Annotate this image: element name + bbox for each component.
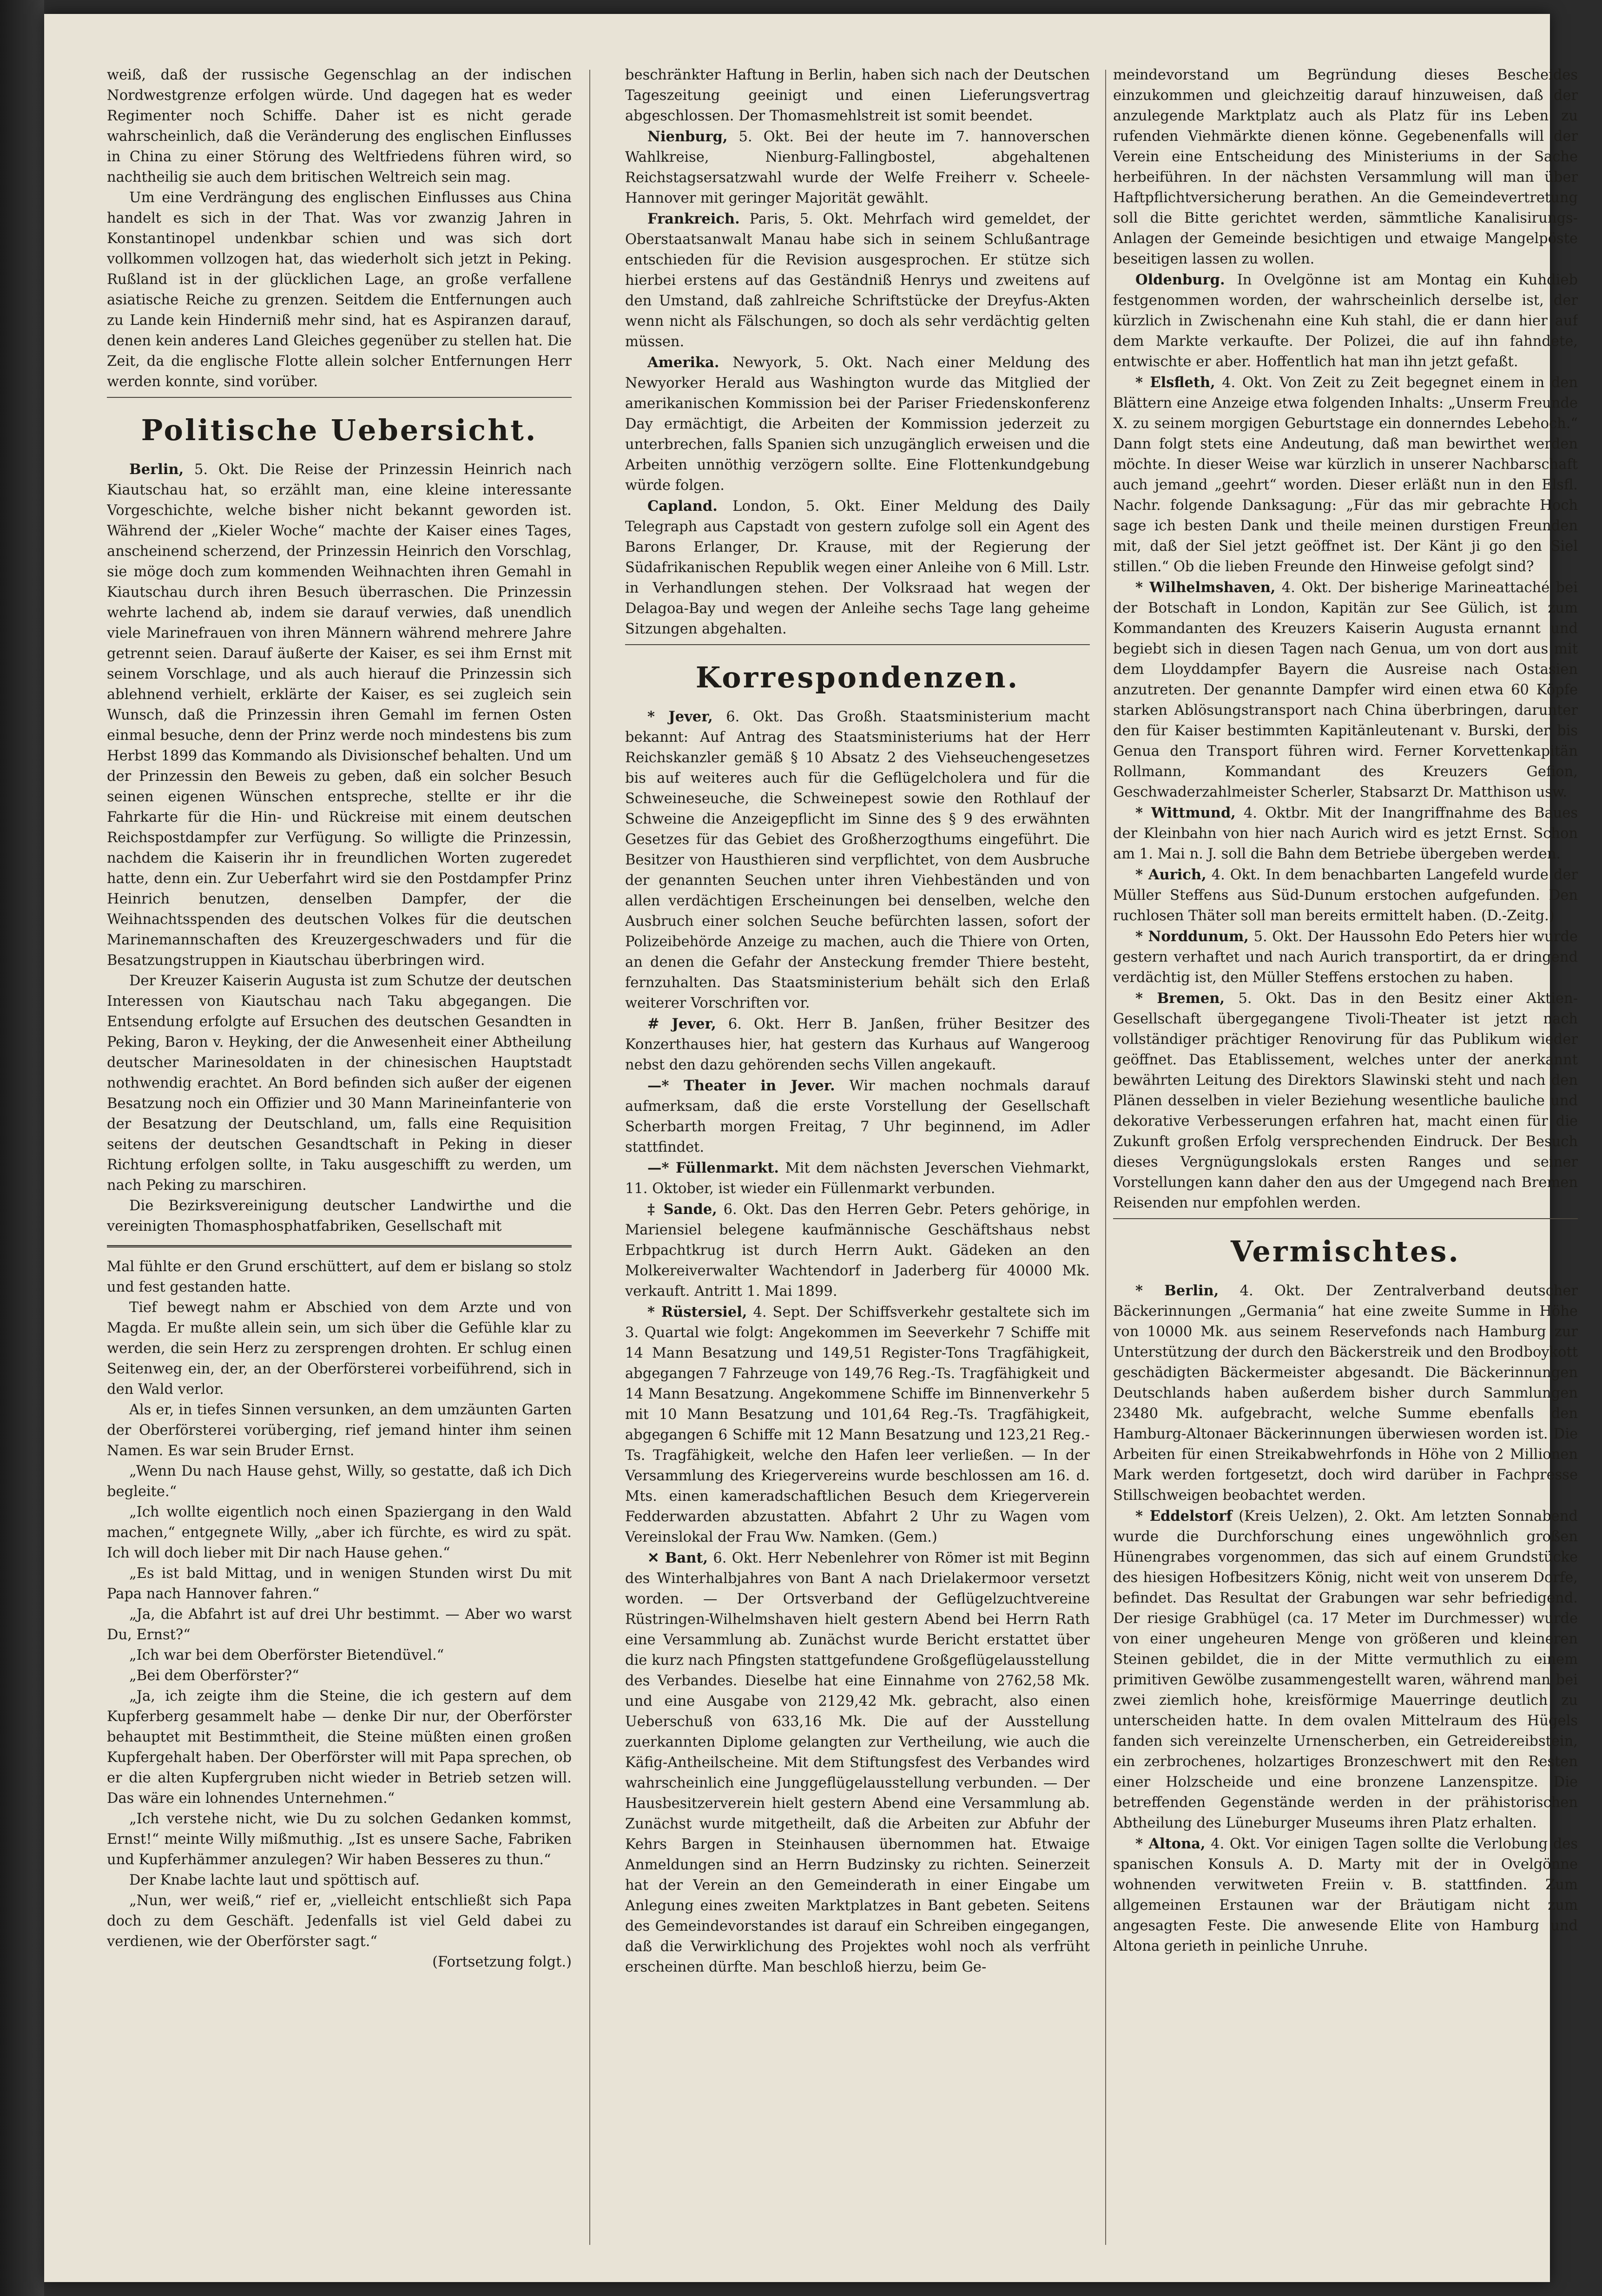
article-text: Mit dem nächsten Jeverschen Viehmarkt, 11. Oktober, ist wieder ein Füllenmarkt verbunden. [625,1160,1090,1197]
article-text: 5. Okt. Das in den Besitz einer Aktien-Gesellschaft übergegangene Tivoli-Theater ist jetzt nach vollständiger prächtiger Renovirung für das Publikum wieder geöffnet. Das Etablissement, welches unter der anerkannt bewährten Leitung des Direktors Slawinski steht und nach den Plänen desselben in vieler Beziehung wesentliche bauliche und dekorative Verbesserungen erfahren hat, macht einen für die Zukunft großen Erfolg versprechenden Eindruck. Der Besuch dieses Vergnügungslokals ersten Ranges und seiner Vorstellungen kann daher den aus der Umgegend nach Bremen Reisenden nur empfohlen werden. [1113,990,1578,1211]
dateline-sande: ‡ Sande, [647,1201,717,1218]
article-theater [625,1075,1090,1158]
section-heading-misc: Vermischtes. [1231,1234,1460,1268]
column-2 [625,65,1090,2250]
article-text: London, 5. Okt. Einer Meldung des Daily Telegraph aus Capstadt von gestern zufolge soll ein Agent des Barons Erlanger, Dr. Krause, mit der Regierung der Südafrikanischen Republik wegen einer Anleihe von 6 Mill. Lstr. in Verhandlungen stehen. Der Volksraad hat wegen der Delagoa-Bay und wegen der Anleihe sechs Tage lang geheime Sitzungen abgehalten. [625,498,1090,637]
dateline-bremen: * Bremen, [1135,990,1225,1007]
article-capland [625,496,1090,640]
dateline-capland: Capland. [647,498,718,515]
novel-paragraph: „Wenn Du nach Hause gehst, Willy, so gestatte, daß ich Dich begleite.“ [107,1463,572,1500]
column-rule-2 [1105,70,1106,2245]
section-rule [107,397,572,398]
dateline-oldenburg: Oldenburg. [1135,271,1225,288]
dateline-bant: ✕ Bant, [647,1550,708,1566]
novel-paragraph: „Ich wollte eigentlich noch einen Spaziergang in den Wald machen,“ entgegnete Willy, „aber ich fürchte, es wird zu spät. Ich will doch lieber mit Dir nach Hause gehen.“ [107,1504,572,1561]
article-norddunum [1113,926,1578,988]
article-bant [625,1548,1090,1978]
dateline-ruestersiel: * Rüstersiel, [647,1304,747,1320]
article-jever-2 [625,1014,1090,1075]
dateline-amerika: Amerika. [647,354,719,371]
dateline-eddelstorf: * Eddelstorf [1135,1508,1233,1524]
article-bant-end: meindevorstand um Begründung dieses Bescheides einzukommen und gleichzeitig darauf hinzuweisen, daß der anzulegende Marktplatz auch als Platz für ins Leben zu rufenden Viehmärkte dienen könne. Gegebenenfalls will der Verein eine Entscheidung des Ministeriums in der Sache herbeiführen. In der nächsten Versammlung will man über Haftpflichtversicherung berathen. An die Gemeindevertretung soll die Bitte gerichtet werden, sämmtliche Kanalisirungs-Anlagen der Gemeinde besichtigen und etwaige Mangelpöste beseitigen lassen zu wollen. [1113,67,1578,267]
novel-paragraph: „Ich verstehe nicht, wie Du zu solchen Gedanken kommst, Ernst!“ meinte Willy mißmuthig. „Ist es unsere Sache, Fabriken und Kupferhämmer anzulegen? Wir haben Besseres zu thun.“ [107,1811,572,1868]
novel-paragraph: Als er, in tiefes Sinnen versunken, an dem umzäunten Garten der Oberförsterei vorüberging, rief jemand hinter ihm seinen Namen. Es war sein Bruder Ernst. [107,1402,572,1459]
article-misc-berlin [1113,1280,1578,1506]
article-text: 4. Okt. Der bisherige Marineattaché bei der Botschaft in London, Kapitän zur See Gülich, ist zum Kommandanten des Kreuzers Kaiserin Augusta ernannt und begiebt sich in diesen Tagen nach Genua, um von dort aus mit dem Lloyddampfer Bayern die Ausreise nach Ostasien anzutreten. Der genannte Dampfer wird einen etwa 60 Köpfe starken Ablösungstransport nach China überbringen, darunter den für Kaiser bestimmten Kapitänleutenant v. Burski, der bis Genua den Transport führen wird. Ferner Korvettenkapitän Rollmann, Kommandant des Kreuzers Gefion, Geschwaderzahlmeister Scherler, Stabsarzt Dr. Matthison usw. [1113,580,1578,800]
article-text: Newyork, 5. Okt. Nach einer Meldung des Newyorker Herald aus Washington wurde das Mitglied der amerikanischen Kommission bei der Pariser Friedenskonferenz Day ermächtigt, die Arbeiten der Kommission jederzeit zu unterbrechen, falls Spanien sich unzugänglich erweisen und die Arbeiten unnöthig verzögern sollte. Eine Flottenkundgebung würde folgen. [625,355,1090,494]
article-wilhelmshaven [1113,577,1578,803]
article-amerika [625,352,1090,496]
article-text: 4. Oktbr. Mit der Inangriffnahme des Baues der Kleinbahn von hier nach Aurich wird es jetzt Ernst. Schon am 1. Mai n. J. soll die Bahn dem Betriebe übergeben werden. [1113,805,1578,862]
novel-continuation-note: (Fortsetzung folgt.) [432,1954,572,1970]
scan-edge [0,0,44,2296]
article-russia-end: weiß, daß der russische Gegenschlag an der indischen Nordwestgrenze erfolgen würde. Und dagegen hat es weder Regimenter noch Schiffe. Daher ist es nicht gerade wahrscheinlich, daß die Veränderung des englischen Einflusses in China zu einer Störung des Weltfriedens führen wird, so nachtheilig sie auch dem britischen Weltreich sein mag. [107,67,572,185]
article-text: 4. Okt. Vor einigen Tagen sollte die Verlobung des spanischen Konsuls A. D. Marty mit der in Ovelgönne wohnenden verwitweten Freiin v. B. stattfinden. Zum allgemeinen Erstaunen war der Bräutigam nicht zum angesagten Feste. Die anwesende Elite von Hamburg und Altona gerieth in peinliche Unruhe. [1113,1836,1578,1954]
dateline-altona: * Altona, [1135,1835,1206,1852]
novel-paragraph: „Bei dem Oberförster?“ [129,1668,299,1684]
article-text: 4. Sept. Der Schiffsverkehr gestaltete sich im 3. Quartal wie folgt: Angekommen im Seeverkehr 7 Schiffe mit 14 Mann Besatzung und 149,51 Register-Tons Tragfähigkeit, abgegangen 7 Fahrzeuge von 149,76 Reg.-Ts. Tragfähigkeit und 14 Mann Besatzung. Angekommene Schiffe im Binnenverkehr 5 mit 10 Mann Besatzung und 101,64 Reg.-Ts. Tragfähigkeit, abgegangen 6 Schiffe mit 12 Mann Besatzung und 123,21 Reg.-Ts. Tragfähigkeit, welche den Hafen leer verließen. — In der Versammlung des Kriegervereins wurde beschlossen am 16. d. Mts. einen kameradschaftlichen Besuch dem Kriegerverein Fedderwarden abzustatten. Abfahrt 2 Uhr zu Wagen vom Vereinslokal der Frau Ww. Namken. (Gem.) [625,1304,1090,1545]
section-rule [625,644,1090,645]
article-bremen [1113,988,1578,1214]
article-sande [625,1199,1090,1302]
article-text: In Ovelgönne ist am Montag ein Kuhdieb festgenommen worden, der wahrscheinlich derselbe ist, der kürzlich in Zwischenahn eine Kuh stahl, die er dann hier auf dem Markte verkaufte. Der Polizei, die auf ihn fahndete, entwischte er aber. Hoffentlich hat man ihn jetzt gefaßt. [1113,272,1578,370]
novel-paragraph: „Nun, wer weiß,“ rief er, „vielleicht entschließt sich Papa doch zu dem Geschäft. Jedenfalls ist viel Geld dabei zu verdienen, wie der Oberförster sagt.“ [107,1893,572,1950]
article-oldenburg [1113,270,1578,372]
article-wittmund [1113,803,1578,864]
article-frankreich [625,209,1090,352]
article-text: 6. Okt. Herr Nebenlehrer von Römer ist mit Beginn des Winterhalbjahres von Bant A nach Drielakermoor versetzt worden. — Der Ortsverband der Geflügelzuchtvereine Rüstringen-Wilhelmshaven hielt gestern Abend bei Herrn Rath eine Versammlung ab. Zunächst wurde Bericht erstattet über die kurz nach Pfingsten stattgefundene Großgeflügelausstellung des Verbandes. Dieselbe hat eine Einnahme von 2762,58 Mk. und eine Ausgabe von 2129,42 Mk. gebracht, also einen Ueberschuß von 633,16 Mk. Die auf der Ausstellung zuerkannten Diplome gelangten zur Vertheilung, wie auch die Käfig-Antheilscheine. Mit dem Stiftungsfest des Verbandes wird wahrscheinlich eine Junggeflügelausstellung verbunden. — Der Hausbesitzerverein hielt gestern Abend eine Versammlung ab. Zunächst wurde mitgetheilt, daß die Arbeiten zur Abfuhr der Kehrs Bargen in Steinhausen übernommen hat. Etwaige Anmeldungen sind an Herrn Budzinsky zu richten. Seinerzeit hat der Verein an den Gemeinderath in einer Eingabe um Anlegung eines zweiten Marktplatzes in Bant gebeten. Seitens des Gemeindevorstandes ist darauf ein Schreiben eingegangen, daß die Verwirklichung des Projektes wohl noch als verfrüht erscheinen dürfte. Man beschloß hierzu, beim Ge- [625,1550,1090,1975]
article-ruestersiel [625,1302,1090,1548]
dateline-theater: —* Theater in Jever. [647,1077,835,1094]
section-heading-politics: Politische Uebersicht. [141,413,538,447]
article-text: 4. Okt. Von Zeit zu Zeit begegnet einem in den Blättern eine Anzeige etwa folgenden Inhalts: „Unserm Freunde X. zu seinem morgigen Geburtstage ein donnerndes Lebehoch.“ Dann folgt stets eine Andeutung, daß man bewirthet werden möchte. In dieser Weise war kürzlich in unserer Nachbarschaft auch jemand „geehrt“ worden. Dieser erläßt nun in den Elsfl. Nachr. folgende Danksagung: „Für das mir gebrachte Hoch sage ich besten Dank und theile meinen durstigen Freunden mit, daß der Siel jetzt geöffnet ist. Der Känt ji go den Siel stillen.“ Ob die lieben Freunde den Hinweise gefolgt sind? [1113,375,1578,575]
article-elsfleth [1113,372,1578,577]
dateline-berlin: Berlin, [129,461,184,478]
column-rule-1 [589,70,590,2245]
section-heading-correspondence: Korrespondenzen. [695,660,1020,694]
article-fuellenmarkt [625,1158,1090,1199]
article-eddelstorf [1113,1506,1578,1834]
novel-paragraph: Der Knabe lachte laut und spöttisch auf. [129,1872,420,1888]
novel-paragraph: Tief bewegt nahm er Abschied von dem Arzte und von Magda. Er mußte allein sein, um sich über die Gefühle klar zu werden, die sein Herz zu zersprengen drohten. Er schlug einen Seitenweg ein, der, an der Oberförsterei vorbeiführend, sich in den Wald verlor. [107,1300,572,1398]
dateline-frankreich: Frankreich. [647,211,740,227]
article-text: Paris, 5. Okt. Mehrfach wird gemeldet, der Oberstaatsanwalt Manau habe sich in seinem Schlußantrage entschieden für die Revision ausgesprochen. Er stütze sich hierbei erstens auf das Geständniß Henrys und zweitens auf den Umstand, daß zahlreiche Schriftstücke der Dreyfus-Akten wenn nicht als Fälschungen, so doch als sehr verdächtig gelten müssen. [625,211,1090,350]
article-text: 5. Okt. Der Haussohn Edo Peters hier wurde gestern verhaftet und nach Aurich transportirt, da er dringend verdächtig ist, den Müller Steffens erstochen zu haben. [1113,929,1578,986]
article-thomasmehl: beschränkter Haftung in Berlin, haben sich nach der Deutschen Tageszeitung geeinigt und einen Lieferungsvertrag abgeschlossen. Der Thomasmehlstreit ist somit beendet. [625,67,1090,124]
novel-paragraph: „Ich war bei dem Oberförster Bietendüvel.“ [129,1647,444,1663]
column-1 [107,65,572,2250]
dateline-jever: * Jever, [647,708,713,725]
novel-paragraph: „Es ist bald Mittag, und in wenigen Stunden wirst Du mit Papa nach Hannover fahren.“ [107,1565,572,1602]
article-berlin-text: 5. Okt. Die Reise der Prinzessin Heinrich nach Kiautschau hat, so erzählt man, eine kleine interessante Vorgeschichte, welche bisher nicht bekannt geworden ist. Während der „Kieler Woche“ machte der Kaiser eines Tages, anscheinend scherzend, der Prinzessin Heinrich den Vorschlag, sie möge doch zum kommenden Weihnachten ihren Gemahl in Kiautschau durch ihren Besuch überraschen. Die Prinzessin wehrte lachend ab, indem sie darauf verwies, daß unendlich viele Marinefrauen von ihren Männern während mehrere Jahre getrennt seien. Darauf äußerte der Kaiser, es sei ihm Ernst mit seinem Vorschlage, und als auch hierauf die Prinzessin sich ablehnend verhielt, erklärte der Kaiser, es sei zugleich sein Wunsch, daß die Prinzessin ihren Gemahl im fernen Osten einmal besuche, denn der Prinz werde noch mindestens bis zum Herbst 1899 das Kommando als Divisionschef behalten. Und um der Prinzessin den Beweis zu geben, daß ein solcher Besuch seinen eigenen Wünschen entspreche, stellte er ihr die Fahrkarte für die Hin- und Rückreise mit einem deutschen Reichspostdampfer zur Verfügung. So willigte die Prinzessin, nachdem die Kaiserin ihr in freundlichen Worten zugeredet hatte, denn ein. Zur Ueberfahrt wird sie den Postdampfer Prinz Heinrich benutzen, denselben Dampfer, der die Weihnachtsspenden des deutschen Volkes für die deutschen Marinemannschaften des Kreuzergeschwaders und für die Besatzungstruppen in Kiautschau überbringen wird. [107,462,572,969]
dateline-nienburg: Nienburg, [647,128,728,145]
article-text: 5. Okt. Bei der heute im 7. hannoverschen Wahlkreise, Nienburg-Fallingbostel, abgehaltenen Reichstagsersatzwahl wurde der Welfe Freiherr v. Scheele-Hannover mit geringer Majorität gewählt. [625,129,1090,206]
article-text: 6. Okt. Das Großh. Staatsministerium macht bekannt: Auf Antrag des Staatsministeriums hat der Herr Reichskanzler gemäß § 10 Absatz 2 des Viehseuchengesetzes bis auf weiteres auch für die Geflügelcholera und für die Schweineseuche, die Schweinepest sowie den Rothlauf der Schweine die Anzeigepflicht im Sinne des § 9 des erwähnten Gesetzes für das Gebiet des Großherzogthums eingeführt. Die Besitzer von Hausthieren sind verpflichtet, von dem Ausbruche der genannten Seuchen unter ihren Viehbeständen und von allen verdächtigen Erscheinungen bei denselben, welche den Ausbruch einer solchen Seuche befürchten lassen, sofort der Polizeibehörde Anzeige zu machen, auch die Thiere von Orten, an denen die Gefahr der Ansteckung fremder Thiere besteht, fernzuhalten. Das Staatsministerium behält sich den Erlaß weiterer Vorschriften vor. [625,709,1090,1011]
dateline-fuellenmarkt: —* Füllenmarkt. [647,1160,779,1176]
article-text: 6. Okt. Herr B. Janßen, früher Besitzer des Konzerthauses hier, hat gestern das Kurhaus auf Wangeroog nebst den dazu gehörenden sechs Villen angekauft. [625,1016,1090,1073]
article-china: Um eine Verdrängung des englischen Einflusses aus China handelt es sich in der That. Was vor zwanzig Jahren in Konstantinopel undenkbar schien und was sich dort vollkommen vollzogen hat, das wiederholt sich jetzt in Peking. Rußland ist in der glücklichen Lage, an große verfallene asiatische Reiche zu grenzen. Seitdem die Entfernungen auch zu Lande kein Hinderniß mehr sind, hat es Aspiranzen darauf, denen kein anderes Land Gleiches gegenüber zu stellen hat. Die Zeit, da die englische Flotte allein solcher Entfernungen Herr werden konnte, sind vorüber. [107,190,572,390]
dateline-norddunum: * Norddunum, [1135,928,1249,945]
article-kreuzer: Der Kreuzer Kaiserin Augusta ist zum Schutze der deutschen Interessen von Kiautschau nach Taku abgegangen. Die Entsendung erfolgte auf Ersuchen des deutschen Gesandten in Peking, Baron v. Heyking, der die Anwesenheit einer Abtheilung deutscher Marinesoldaten in der chinesischen Hauptstadt nothwendig erachtet. An Bord befinden sich außer der eigenen Besatzung noch ein Offizier und 30 Mann Marineinfanterie von der Besatzung der Deutschland, um, falls eine Requisition seitens der deutschen Gesandtschaft in Peking in dieser Richtung erfolgen sollte, in Taku ausgeschifft zu werden, um nach Peking zu marschiren. [107,973,572,1194]
article-altona [1113,1834,1578,1957]
dateline-berlin: * Berlin, [1135,1282,1219,1299]
article-bezirk: Die Bezirksvereinigung deutscher Landwirthe und die vereinigten Thomasphosphatfabriken, Gesellschaft mit [107,1198,572,1234]
article-jever-1 [625,706,1090,1014]
article-text: Wir machen nochmals darauf aufmerksam, daß die erste Vorstellung der Gesellschaft Scherbarth morgen Freitag, 7 Uhr beginnend, im Adler stattfindet. [625,1078,1090,1155]
article-text: 6. Okt. Das den Herren Gebr. Peters gehörige, in Mariensiel belegene kaufmännische Geschäftshaus nebst Erbpachtkrug ist durch Herrn Aukt. Gädeken an den Molkereiverwalter Wachtendorf in Jaderberg für 40000 Mk. verkauft. Antritt 1. Mai 1899. [625,1201,1090,1300]
article-text: 4. Okt. Der Zentralverband deutscher Bäckerinnungen „Germania“ hat eine zweite Summe in Höhe von 10000 Mk. aus seinem Reservefonds nach Hamburg zur Unterstützung der durch den Bäckerstreik und den Brodboykott geschädigten Bäckermeister abgesandt. Die Bäckerinnungen Deutschlands haben außerdem bisher durch Sammlungen 23480 Mk. aufgebracht, welche Summe ebenfalls den Hamburg-Altonaer Bäckerinnungen überwiesen worden ist. Die Arbeiten für einen Streikabwehrfonds in Höhe von 2 Millionen Mark werden fortgesetzt, doch wird darüber in Fachpresse Stillschweigen beobachtet werden. [1113,1283,1578,1504]
column-3 [1113,65,1578,2250]
feuilleton-separator [107,1245,572,1247]
article-aurich [1113,864,1578,926]
article-nienburg [625,126,1090,209]
dateline-aurich: * Aurich, [1135,866,1206,883]
article-text: (Kreis Uelzen), 2. Okt. Am letzten Sonnabend wurde die Durchforschung eines ungewöhnlich großen Hünengrabes vorgenommen, das sich auf einem Grundstücke des hiesigen Hofbesitzers König, nicht weit von unserem Dorfe, befindet. Das Resultat der Grabungen war sehr befriedigend. Der riesige Grabhügel (ca. 17 Meter im Durchmesser) wurde von einer ungeheuren Menge von größeren und kleineren Steinen gebildet, die in der Mitte vermuthlich zu einem primitiven Gewölbe zusammengestellt waren, während man bei zwei ziemlich hohe, kreisförmige Mauerringe deutlich zu unterscheiden hatte. In dem ovalen Mittelraum des Hügels fanden sich vereinzelte Urnenscherben, ein Getreidereibstein, ein zerbrochenes, holzartiges Bronzeschwert mit den Resten einer Holzscheide und eine bronzene Lanzenspitze. Die betreffenden Gegenstände werden in der prähistorischen Abtheilung des Lüneburger Museums ihren Platz erhalten. [1113,1508,1578,1831]
dateline-elsfleth: * Elsfleth, [1135,374,1215,391]
dateline-wilhelmshaven: * Wilhelmshaven, [1135,579,1276,596]
article-berlin [107,459,572,971]
novel-paragraph: „Ja, die Abfahrt ist auf drei Uhr bestimmt. — Aber wo warst Du, Ernst?“ [107,1606,572,1643]
section-rule [1113,1218,1578,1219]
dateline-wittmund: * Wittmund, [1135,805,1236,821]
novel-paragraph: Mal fühlte er den Grund erschüttert, auf dem er bislang so stolz und fest gestanden hatte. [107,1259,572,1295]
article-text: 4. Okt. In dem benachbarten Langefeld wurde der Müller Steffens aus Süd-Dunum erstochen aufgefunden. Den ruchlosen Thäter soll man bereits ermittelt haben. (D.-Zeitg.) [1113,867,1578,924]
novel-paragraph: „Ja, ich zeigte ihm die Steine, die ich gestern auf dem Kupferberg gesammelt habe — denke Dir nur, der Oberförster behauptet mit Bestimmtheit, die Steine müßten einen großen Kupfergehalt haben. Der Oberförster will mit Papa sprechen, ob er die alten Kupfergruben nicht wieder in Betrieb setzen will. Das wäre ein lohnendes Unternehmen.“ [107,1688,572,1807]
dateline-jever: # Jever, [647,1016,716,1032]
